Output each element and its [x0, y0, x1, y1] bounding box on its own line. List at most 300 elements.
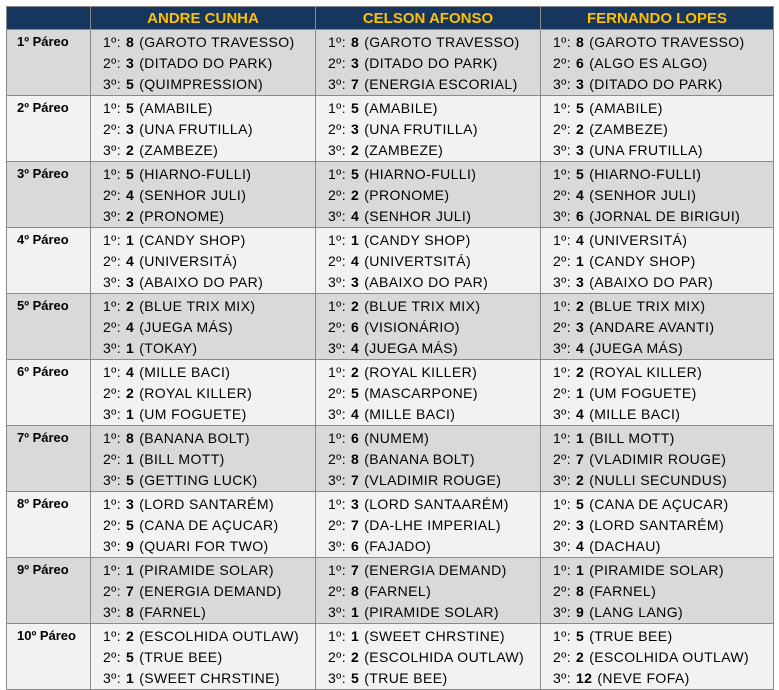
horse-number: 5 — [126, 76, 135, 92]
pick-position: 1º: — [328, 628, 346, 644]
horse-number: 2 — [576, 472, 585, 488]
horse-number: 1 — [576, 430, 585, 446]
horse-number: 3 — [126, 274, 135, 290]
pick-line — [91, 515, 315, 536]
pick-position: 1º: — [328, 364, 346, 380]
horse-number: 2 — [126, 298, 135, 314]
horse-name: (GETTING LUCK) — [139, 472, 258, 488]
tipster-header-1: ANDRE CUNHA — [91, 7, 316, 30]
pick-line — [316, 515, 540, 536]
horse-number: 3 — [351, 121, 360, 137]
pick-position: 1º: — [328, 34, 346, 50]
pick-line — [541, 251, 773, 272]
horse-number: 4 — [126, 319, 135, 335]
pick-position: 2º: — [553, 517, 571, 533]
horse-number: 2 — [126, 385, 135, 401]
horse-name: (SWEET CHRSTINE) — [364, 628, 505, 644]
pick-line — [316, 317, 540, 338]
pick-line — [316, 272, 540, 293]
horse-name: (PIRAMIDE SOLAR) — [364, 604, 499, 620]
race-label: 4º Páreo — [7, 228, 91, 294]
pick-line — [541, 185, 773, 206]
pick-line — [541, 140, 773, 161]
horse-name: (LANG LANG) — [589, 604, 684, 620]
horse-number: 1 — [576, 562, 585, 578]
pick-line — [91, 98, 315, 119]
horse-number: 3 — [576, 517, 585, 533]
horse-name: (TRUE BEE) — [589, 628, 673, 644]
horse-name: (NUMEM) — [364, 430, 430, 446]
pick-line — [316, 206, 540, 227]
pick-position: 3º: — [103, 538, 121, 554]
horse-number: 9 — [576, 604, 585, 620]
horse-name: (UNIVERSITÁ) — [589, 232, 688, 248]
pick-line — [91, 428, 315, 449]
race-row — [7, 294, 774, 360]
horse-name: (VLADIMIR ROUGE) — [589, 451, 727, 467]
horse-number: 1 — [126, 670, 135, 686]
horse-name: (FARNEL) — [589, 583, 657, 599]
horse-name: (BANANA BOLT) — [364, 451, 475, 467]
pick-line — [541, 536, 773, 557]
pick-position: 1º: — [553, 100, 571, 116]
race-row — [7, 30, 774, 96]
horse-number: 5 — [126, 649, 135, 665]
race-row — [7, 162, 774, 228]
tipster-picks-cell — [91, 162, 316, 228]
tipster-picks-cell — [91, 96, 316, 162]
race-label: 3º Páreo — [7, 162, 91, 228]
horse-name: (CANDY SHOP) — [364, 232, 471, 248]
pick-position: 2º: — [103, 319, 121, 335]
pick-position: 1º: — [553, 166, 571, 182]
race-label: 8º Páreo — [7, 492, 91, 558]
horse-name: (NEVE FOFA) — [597, 670, 690, 686]
pick-position: 1º: — [553, 232, 571, 248]
tipster-picks-cell — [541, 492, 774, 558]
tipster-picks-cell — [541, 96, 774, 162]
pick-line — [91, 317, 315, 338]
horse-name: (UNA FRUTILLA) — [589, 142, 703, 158]
horse-name: (NULLI SECUNDUS) — [589, 472, 728, 488]
pick-line — [316, 185, 540, 206]
pick-line — [541, 470, 773, 491]
pick-line — [541, 428, 773, 449]
horse-number: 1 — [351, 604, 360, 620]
horse-number: 4 — [576, 406, 585, 422]
horse-name: (DACHAU) — [589, 538, 661, 554]
pick-line — [91, 206, 315, 227]
horse-number: 4 — [576, 538, 585, 554]
horse-number: 2 — [576, 298, 585, 314]
pick-line — [316, 494, 540, 515]
pick-position: 2º: — [553, 451, 571, 467]
horse-name: (CANA DE AÇUCAR) — [139, 517, 279, 533]
horse-name: (ESCOLHIDA OUTLAW) — [364, 649, 525, 665]
race-label: 6º Páreo — [7, 360, 91, 426]
pick-position: 3º: — [553, 142, 571, 158]
horse-name: (UM FOGUETE) — [139, 406, 247, 422]
horse-name: (VISIONÁRIO) — [364, 319, 460, 335]
pick-position: 3º: — [328, 406, 346, 422]
horse-number: 1 — [126, 232, 135, 248]
horse-name: (ENERGIA DEMAND) — [139, 583, 282, 599]
horse-name: (HIARNO-FULLI) — [589, 166, 702, 182]
pick-position: 1º: — [553, 628, 571, 644]
horse-name: (ROYAL KILLER) — [139, 385, 253, 401]
pick-line — [316, 383, 540, 404]
tipster-picks-cell — [541, 228, 774, 294]
race-row — [7, 426, 774, 492]
horse-number: 9 — [126, 538, 135, 554]
tips-table — [6, 6, 774, 690]
horse-name: (PRONOME) — [364, 187, 450, 203]
horse-name: (LORD SANTARÉM) — [139, 496, 275, 512]
tipster-picks-cell — [91, 492, 316, 558]
horse-number: 1 — [126, 451, 135, 467]
pick-line — [316, 362, 540, 383]
tipster-picks-cell — [316, 624, 541, 690]
pick-line — [541, 449, 773, 470]
horse-number: 4 — [126, 364, 135, 380]
pick-line — [541, 362, 773, 383]
pick-line — [316, 404, 540, 425]
pick-position: 1º: — [328, 100, 346, 116]
horse-number: 3 — [576, 274, 585, 290]
pick-line — [91, 470, 315, 491]
horse-name: (SENHOR JULI) — [139, 187, 247, 203]
pick-position: 2º: — [328, 583, 346, 599]
pick-position: 1º: — [103, 430, 121, 446]
pick-position: 2º: — [328, 649, 346, 665]
horse-name: (ROYAL KILLER) — [589, 364, 703, 380]
pick-line — [541, 404, 773, 425]
horse-name: (GAROTO TRAVESSO) — [139, 34, 295, 50]
pick-line — [91, 449, 315, 470]
pick-position: 2º: — [553, 253, 571, 269]
pick-position: 1º: — [328, 232, 346, 248]
pick-line — [541, 581, 773, 602]
horse-name: (VLADIMIR ROUGE) — [364, 472, 502, 488]
horse-number: 3 — [126, 496, 135, 512]
horse-name: (DITADO DO PARK) — [364, 55, 498, 71]
horse-number: 8 — [576, 34, 585, 50]
pick-line — [541, 53, 773, 74]
horse-name: (HIARNO-FULLI) — [139, 166, 252, 182]
pick-line — [91, 626, 315, 647]
horse-number: 7 — [576, 451, 585, 467]
horse-name: (ZAMBEZE) — [139, 142, 219, 158]
pick-line — [91, 581, 315, 602]
horse-number: 12 — [576, 670, 593, 686]
horse-number: 4 — [576, 187, 585, 203]
pick-position: 2º: — [553, 187, 571, 203]
horse-number: 8 — [576, 583, 585, 599]
pick-line — [316, 560, 540, 581]
race-label: 1º Páreo — [7, 30, 91, 96]
horse-number: 3 — [351, 496, 360, 512]
pick-position: 3º: — [328, 142, 346, 158]
pick-position: 2º: — [103, 649, 121, 665]
horse-name: (TRUE BEE) — [139, 649, 223, 665]
horse-number: 5 — [576, 628, 585, 644]
tipster-picks-cell — [91, 624, 316, 690]
tipster-picks-cell — [316, 294, 541, 360]
pick-line — [541, 296, 773, 317]
pick-position: 2º: — [328, 121, 346, 137]
pick-position: 1º: — [553, 34, 571, 50]
pick-position: 1º: — [553, 562, 571, 578]
tipster-header-3: FERNANDO LOPES — [541, 7, 774, 30]
horse-name: (ANDARE AVANTI) — [589, 319, 715, 335]
horse-name: (DITADO DO PARK) — [589, 76, 723, 92]
pick-position: 3º: — [103, 208, 121, 224]
horse-number: 3 — [576, 76, 585, 92]
horse-name: (LORD SANTAARÉM) — [364, 496, 509, 512]
pick-line — [541, 74, 773, 95]
pick-position: 1º: — [103, 364, 121, 380]
pick-line — [316, 536, 540, 557]
pick-position: 2º: — [103, 55, 121, 71]
horse-number: 1 — [126, 562, 135, 578]
horse-name: (FARNEL) — [139, 604, 207, 620]
pick-position: 2º: — [328, 319, 346, 335]
pick-position: 3º: — [103, 604, 121, 620]
pick-line — [91, 296, 315, 317]
horse-number: 3 — [576, 319, 585, 335]
horse-name: (PRONOME) — [139, 208, 225, 224]
horse-name: (JUEGA MÁS) — [139, 319, 234, 335]
horse-name: (BLUE TRIX MIX) — [364, 298, 481, 314]
race-label: 5º Páreo — [7, 294, 91, 360]
pick-line — [316, 428, 540, 449]
horse-number: 4 — [576, 232, 585, 248]
horse-name: (SENHOR JULI) — [364, 208, 472, 224]
horse-name: (SENHOR JULI) — [589, 187, 697, 203]
horse-name: (LORD SANTARÉM) — [589, 517, 725, 533]
horse-name: (QUARI FOR TWO) — [139, 538, 269, 554]
tipster-picks-cell — [541, 426, 774, 492]
pick-line — [316, 296, 540, 317]
horse-name: (CANA DE AÇUCAR) — [589, 496, 729, 512]
pick-position: 2º: — [103, 451, 121, 467]
pick-position: 3º: — [103, 274, 121, 290]
horse-name: (UNIVERTSITÁ) — [364, 253, 472, 269]
horse-name: (PIRAMIDE SOLAR) — [139, 562, 274, 578]
horse-number: 3 — [126, 55, 135, 71]
tipster-picks-cell — [541, 624, 774, 690]
horse-name: (ABAIXO DO PAR) — [589, 274, 714, 290]
race-row — [7, 360, 774, 426]
tipster-picks-cell — [316, 492, 541, 558]
horse-name: (ROYAL KILLER) — [364, 364, 478, 380]
pick-line — [316, 251, 540, 272]
horse-name: (SWEET CHRSTINE) — [139, 670, 280, 686]
pick-line — [316, 53, 540, 74]
pick-position: 3º: — [328, 670, 346, 686]
horse-number: 5 — [126, 100, 135, 116]
horse-number: 8 — [126, 34, 135, 50]
horse-name: (UNA FRUTILLA) — [364, 121, 478, 137]
horse-number: 8 — [126, 604, 135, 620]
pick-position: 2º: — [328, 187, 346, 203]
horse-number: 4 — [126, 253, 135, 269]
pick-line — [316, 647, 540, 668]
horse-number: 3 — [351, 274, 360, 290]
horse-name: (GAROTO TRAVESSO) — [589, 34, 745, 50]
horse-name: (MASCARPONE) — [364, 385, 478, 401]
pick-position: 3º: — [328, 76, 346, 92]
horse-number: 4 — [126, 187, 135, 203]
pick-line — [541, 626, 773, 647]
pick-position: 2º: — [553, 319, 571, 335]
pick-position: 3º: — [328, 538, 346, 554]
pick-line — [541, 272, 773, 293]
horse-name: (BILL MOTT) — [589, 430, 675, 446]
horse-number: 6 — [576, 55, 585, 71]
horse-number: 5 — [351, 166, 360, 182]
horse-name: (CANDY SHOP) — [139, 232, 246, 248]
horse-name: (UNA FRUTILLA) — [139, 121, 253, 137]
pick-position: 3º: — [553, 76, 571, 92]
horse-number: 8 — [351, 583, 360, 599]
horse-number: 2 — [351, 142, 360, 158]
pick-position: 2º: — [103, 517, 121, 533]
pick-position: 2º: — [328, 451, 346, 467]
pick-line — [91, 185, 315, 206]
horse-number: 2 — [351, 187, 360, 203]
pick-position: 3º: — [328, 340, 346, 356]
header-corner-cell — [7, 7, 91, 30]
horse-name: (DA-LHE IMPERIAL) — [364, 517, 501, 533]
pick-line — [91, 119, 315, 140]
pick-position: 1º: — [328, 298, 346, 314]
pick-position: 1º: — [103, 628, 121, 644]
horse-name: (JUEGA MÁS) — [589, 340, 684, 356]
pick-position: 1º: — [103, 166, 121, 182]
pick-position: 1º: — [328, 562, 346, 578]
pick-position: 1º: — [553, 298, 571, 314]
horse-name: (MILLE BACI) — [589, 406, 681, 422]
horse-name: (ESCOLHIDA OUTLAW) — [139, 628, 300, 644]
pick-line — [91, 338, 315, 359]
horse-number: 1 — [576, 385, 585, 401]
pick-line — [316, 581, 540, 602]
pick-position: 2º: — [103, 583, 121, 599]
pick-position: 2º: — [103, 187, 121, 203]
pick-line — [91, 272, 315, 293]
horse-number: 2 — [351, 298, 360, 314]
horse-number: 1 — [351, 628, 360, 644]
pick-line — [91, 164, 315, 185]
horse-number: 2 — [126, 142, 135, 158]
horse-number: 4 — [576, 340, 585, 356]
pick-position: 1º: — [103, 34, 121, 50]
horse-number: 5 — [576, 166, 585, 182]
horse-name: (UNIVERSITÁ) — [139, 253, 238, 269]
tipster-picks-cell — [91, 228, 316, 294]
pick-position: 3º: — [553, 208, 571, 224]
horse-name: (AMABILE) — [139, 100, 213, 116]
pick-position: 3º: — [103, 472, 121, 488]
pick-line — [91, 230, 315, 251]
pick-position: 3º: — [328, 274, 346, 290]
horse-number: 2 — [576, 364, 585, 380]
pick-position: 3º: — [553, 538, 571, 554]
horse-number: 7 — [351, 562, 360, 578]
pick-position: 1º: — [103, 298, 121, 314]
tipster-picks-cell — [541, 360, 774, 426]
pick-line — [541, 119, 773, 140]
horse-number: 8 — [351, 34, 360, 50]
horse-name: (GAROTO TRAVESSO) — [364, 34, 520, 50]
pick-line — [91, 404, 315, 425]
pick-position: 2º: — [103, 121, 121, 137]
pick-position: 1º: — [103, 562, 121, 578]
horse-number: 2 — [351, 649, 360, 665]
race-row — [7, 228, 774, 294]
tipster-picks-cell — [91, 426, 316, 492]
pick-line — [91, 668, 315, 689]
horse-number: 7 — [126, 583, 135, 599]
horse-number: 6 — [576, 208, 585, 224]
horse-number: 6 — [351, 430, 360, 446]
pick-line — [541, 32, 773, 53]
pick-position: 1º: — [103, 496, 121, 512]
horse-name: (FAJADO) — [364, 538, 432, 554]
horse-number: 1 — [126, 340, 135, 356]
pick-position: 2º: — [328, 517, 346, 533]
pick-line — [316, 230, 540, 251]
horse-number: 7 — [351, 517, 360, 533]
pick-line — [316, 449, 540, 470]
horse-name: (QUIMPRESSION) — [139, 76, 264, 92]
pick-position: 1º: — [328, 496, 346, 512]
header-row — [7, 7, 774, 30]
race-row — [7, 492, 774, 558]
pick-position: 1º: — [103, 232, 121, 248]
pick-line — [541, 560, 773, 581]
pick-line — [541, 668, 773, 689]
pick-line — [91, 647, 315, 668]
tipster-picks-cell — [91, 558, 316, 624]
pick-line — [91, 251, 315, 272]
horse-number: 5 — [351, 385, 360, 401]
race-label: 7º Páreo — [7, 426, 91, 492]
horse-name: (ENERGIA DEMAND) — [364, 562, 507, 578]
pick-position: 2º: — [553, 583, 571, 599]
pick-position: 3º: — [553, 274, 571, 290]
horse-number: 3 — [576, 142, 585, 158]
pick-position: 2º: — [553, 121, 571, 137]
pick-line — [91, 494, 315, 515]
horse-number: 6 — [351, 319, 360, 335]
pick-line — [316, 338, 540, 359]
pick-line — [316, 602, 540, 623]
pick-line — [316, 470, 540, 491]
horse-number: 5 — [126, 517, 135, 533]
tipster-picks-cell — [91, 30, 316, 96]
pick-position: 3º: — [103, 670, 121, 686]
horse-number: 4 — [351, 340, 360, 356]
pick-line — [541, 206, 773, 227]
race-row — [7, 624, 774, 690]
pick-line — [91, 536, 315, 557]
pick-position: 3º: — [103, 142, 121, 158]
pick-line — [541, 494, 773, 515]
horse-name: (MILLE BACI) — [364, 406, 456, 422]
horse-number: 5 — [576, 100, 585, 116]
